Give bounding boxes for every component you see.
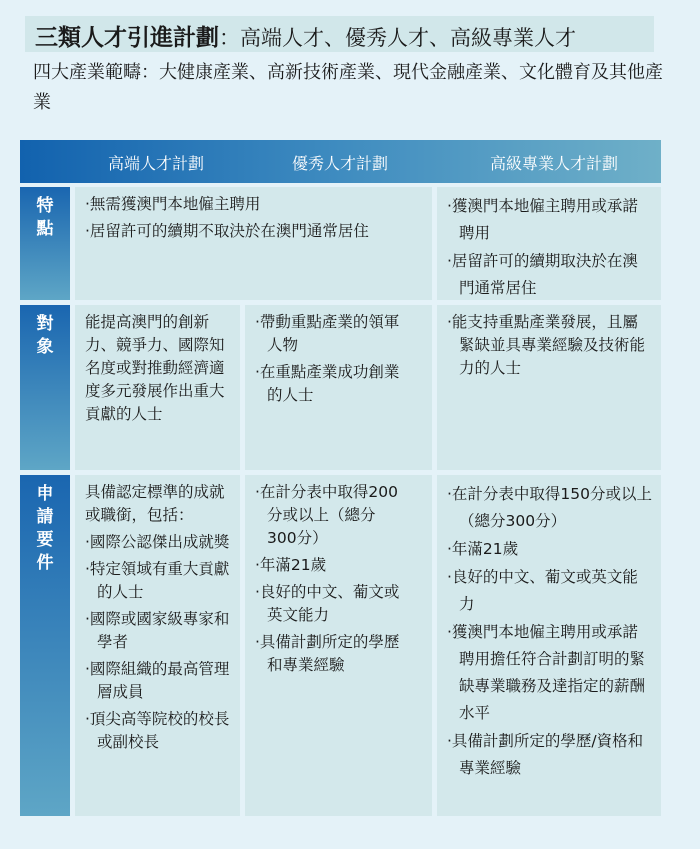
cell-item: ‧頂尖高等院校的校長或副校長	[85, 710, 230, 751]
cell-item: ‧居留許可的續期取決於在澳門通常居住	[447, 252, 638, 297]
cell-item: ‧在重點產業成功創業的人士	[255, 363, 400, 404]
requirements-cell-senior	[437, 475, 661, 816]
row-label-text: 申請要件	[36, 484, 54, 573]
requirements-cell-high-end	[75, 475, 240, 816]
industry-scope: 四大產業範疇：大健康產業、高新技術產業、現代金融產業、文化體育及其他產業	[33, 62, 663, 113]
target-cell-high-end	[75, 305, 240, 470]
row-label-text: 對象	[36, 314, 54, 357]
col-header-senior-professional: 高級專業人才計劃	[490, 154, 619, 173]
cell-item: 能提高澳門的創新力、競爭力、國際知名度或對推動經濟適度多元發展作出重大貢獻的人士	[85, 313, 225, 423]
cell-item: ‧良好的中文、葡文或英文能力	[255, 583, 400, 624]
cell-item: 具備認定標準的成就或職銜，包括：	[85, 483, 225, 524]
table-header	[20, 140, 661, 183]
col-header-excellent: 優秀人才計劃	[292, 154, 389, 173]
row-label-target	[20, 305, 70, 470]
cell-item: ‧在計分表中取得150分或以上（總分300分）	[447, 485, 653, 530]
cell-item: ‧國際或國家級專家和學者	[85, 610, 230, 651]
title-rest: ：高端人才、優秀人才、高級專業人才	[219, 26, 576, 50]
cell-item: ‧帶動重點產業的領軍人物	[255, 313, 400, 354]
features-cell-senior	[437, 187, 661, 300]
cell-item: ‧良好的中文、葡文或英文能力	[447, 568, 638, 613]
cell-item: ‧年滿21歲	[447, 540, 519, 558]
page-title	[25, 16, 654, 52]
cell-item: ‧無需獲澳門本地僱主聘用	[85, 195, 261, 213]
cell-item: ‧國際組織的最高管理層成員	[85, 660, 230, 701]
cell-item: ‧國際公認傑出成就獎	[85, 533, 230, 551]
target-cell-senior	[437, 305, 661, 470]
col-header-high-end: 高端人才計劃	[108, 154, 205, 173]
row-label-requirements	[20, 475, 70, 816]
cell-item: ‧能支持重點產業發展，且屬緊缺並具專業經驗及技術能力的人士	[447, 313, 646, 377]
cell-item: ‧在計分表中取得200分或以上（總分300分）	[255, 483, 399, 547]
features-cell-merged	[75, 187, 432, 300]
target-cell-excellent	[245, 305, 432, 470]
cell-item: ‧特定領域有重大貢獻的人士	[85, 560, 230, 601]
cell-item: ‧具備計劃所定的學歷和專業經驗	[255, 633, 400, 674]
cell-item: ‧居留許可的續期不取決於在澳門通常居住	[85, 222, 369, 240]
cell-item: ‧具備計劃所定的學歷/資格和專業經驗	[447, 732, 644, 777]
title-main: 三類人才引進計劃	[35, 25, 219, 51]
cell-item: ‧獲澳門本地僱主聘用或承諾聘用擔任符合計劃訂明的緊缺專業職務及達指定的薪酬水平	[447, 623, 646, 722]
row-label-features	[20, 187, 70, 300]
talent-plans-table	[20, 140, 661, 816]
row-label-text: 特點	[36, 196, 54, 239]
requirements-cell-excellent	[245, 475, 432, 816]
cell-item: ‧獲澳門本地僱主聘用或承諾聘用	[447, 197, 638, 242]
cell-item: ‧年滿21歲	[255, 556, 327, 574]
